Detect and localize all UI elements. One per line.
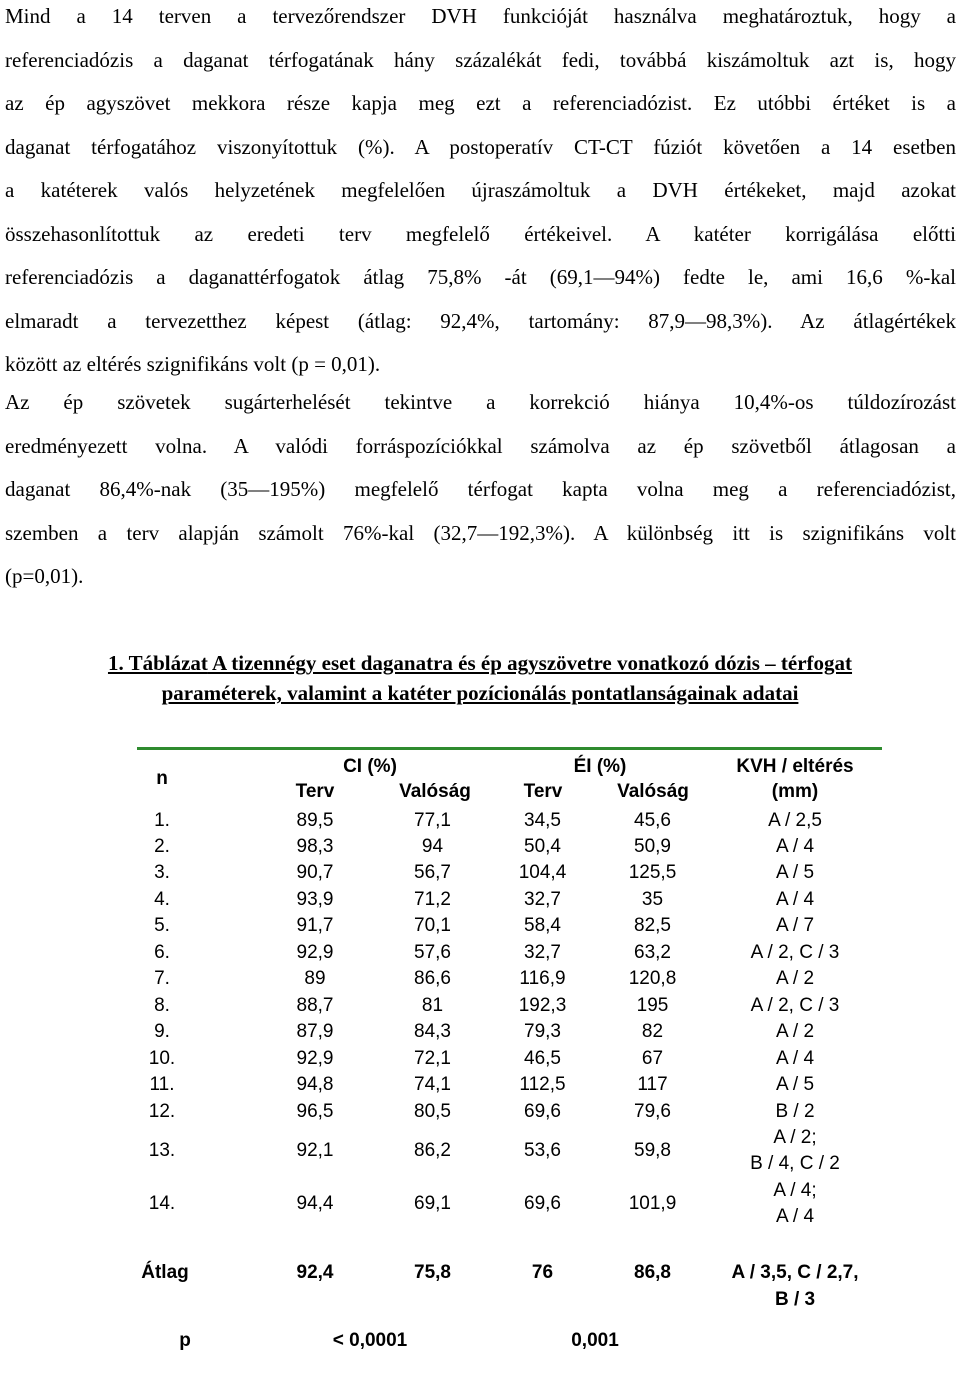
table-cell-ci-terv: 94,8 [296, 1074, 334, 1095]
table-cell-kvh: A / 2,5 [768, 810, 822, 831]
table-cell-ci-val: 74,1 [414, 1074, 451, 1095]
header-ei-terv: Terv [523, 781, 563, 802]
table-cell-ci-val: 70,1 [414, 915, 451, 936]
table-cell-ei-terv: 53,6 [524, 1140, 561, 1161]
table-cell-kvh: A / 7 [775, 915, 815, 936]
header-ci: CI (%) [343, 756, 397, 777]
table-cell-n: 14. [148, 1193, 176, 1214]
table-cell-kvh: B / 4, C / 2 [750, 1153, 840, 1174]
paragraph-1-line: elmaradt a tervezetthez képest (átlag: 92,4%, tartomány: 87,9—98,3%). Az átlagértékek [5, 308, 956, 333]
header-ei: ÉI (%) [573, 756, 627, 777]
table-cell-ci-terv: 89 [304, 968, 326, 989]
table-cell-ci-terv: 89,5 [296, 810, 334, 831]
table-cell-n: 1. [154, 810, 170, 831]
caption-table-number: 1. Táblázat [107, 651, 208, 675]
table-cell-ci-val: 94 [421, 836, 444, 857]
table-cell-ci-terv: 92,1 [296, 1140, 334, 1161]
table-cell-kvh: A / 2, C / 3 [750, 995, 840, 1016]
table-cell-ei-terv: 34,5 [524, 810, 561, 831]
table-cell-ci-val: 80,5 [414, 1101, 451, 1122]
table-cell-ei-val: 63,2 [634, 942, 671, 963]
table-cell-n: 11. [149, 1074, 175, 1095]
average-kvh: A / 3,5, C / 2,7, [731, 1262, 859, 1283]
table-cell-ci-val: 77,1 [414, 810, 451, 831]
table-cell-ei-terv: 32,7 [524, 889, 561, 910]
p-value-ci: < 0,0001 [332, 1330, 408, 1351]
table-cell-ei-val: 45,6 [634, 810, 671, 831]
table-cell-n: 2. [154, 836, 170, 857]
table-cell-ei-terv: 46,5 [524, 1048, 561, 1069]
table-cell-ci-val: 84,3 [414, 1021, 451, 1042]
table-cell-ei-val: 67 [641, 1048, 664, 1069]
paragraph-1-line: daganat térfogatához viszonyítottuk (%). A postoperatív CT-CT fúziót követően a 14 esetben [5, 134, 956, 159]
table-cell-ei-val: 50,9 [634, 836, 671, 857]
table-cell-ci-terv: 92,9 [296, 942, 334, 963]
p-label: p [179, 1330, 191, 1351]
table-cell-ei-terv: 79,3 [524, 1021, 561, 1042]
table-cell-kvh: A / 5 [775, 862, 815, 883]
table-cell-ei-val: 101,9 [628, 1193, 677, 1214]
table-cell-ei-terv: 112,5 [519, 1074, 566, 1095]
table-cell-ei-terv: 50,4 [524, 836, 561, 857]
table-cell-ci-terv: 92,9 [296, 1048, 334, 1069]
table-cell-kvh: A / 2, C / 3 [750, 942, 840, 963]
paragraph-1-line: referenciadózis a daganattérfogatok átlag 75,8% -át (69,1—94%) fedte le, ami 16,6 %-kal [5, 265, 956, 289]
header-kvh-unit: (mm) [771, 781, 819, 802]
average-ci-valosag: 75,8 [414, 1262, 451, 1283]
table-cell-ei-val: 120,8 [628, 968, 677, 989]
paragraph-2-line: (p=0,01). [5, 564, 84, 588]
table-cell-n: 5. [154, 915, 170, 936]
table-cell-ei-terv: 192,3 [518, 995, 567, 1016]
table-cell-ci-val: 56,7 [414, 862, 451, 883]
table-cell-ei-val: 82,5 [634, 915, 671, 936]
paragraph-2-line: Az ép szövetek sugárterhelését tekintve a korrekció hiánya 10,4%-os túldozírozást [5, 390, 956, 414]
table-cell-ci-terv: 91,7 [296, 915, 334, 936]
table-cell-ci-val: 69,1 [414, 1193, 451, 1214]
table-cell-ci-terv: 96,5 [296, 1101, 334, 1122]
table-cell-ci-val: 72,1 [414, 1048, 451, 1069]
table-cell-ci-val: 81 [421, 995, 444, 1016]
table-cell-kvh: A / 4; [773, 1180, 817, 1201]
average-kvh: B / 3 [774, 1289, 816, 1310]
table-cell-ei-val: 195 [636, 995, 669, 1016]
table-cell-kvh: A / 4 [775, 1048, 815, 1069]
table-cell-ci-terv: 94,4 [296, 1193, 334, 1214]
table-cell-kvh: A / 2 [775, 968, 815, 989]
paragraph-2-line: daganat 86,4%-nak (35—195%) megfelelő térfogat kapta volna meg a referenciadózist, [5, 477, 956, 501]
p-value-ei: 0,001 [571, 1330, 619, 1351]
table-cell-n: 4. [154, 889, 170, 910]
header-n: n [156, 768, 168, 789]
table-cell-n: 7. [154, 968, 170, 989]
table-cell-ci-val: 71,2 [414, 889, 451, 910]
table-cell-ei-val: 82 [641, 1021, 664, 1042]
table-cell-ci-terv: 98,3 [296, 836, 334, 857]
table-cell-kvh: A / 4 [775, 836, 815, 857]
table-cell-ei-val: 117 [637, 1074, 668, 1095]
header-kvh: KVH / eltérés [736, 756, 854, 777]
average-ci-terv: 92,4 [296, 1262, 334, 1283]
header-ci-terv: Terv [295, 781, 335, 802]
table-cell-ci-terv: 93,9 [296, 889, 334, 910]
average-label: Átlag [141, 1262, 189, 1283]
table-cell-n: 10. [148, 1048, 176, 1069]
table-cell-ei-terv: 104,4 [518, 862, 567, 883]
table-cell-kvh: A / 4 [775, 1206, 815, 1227]
table-cell-n: 12. [148, 1101, 176, 1122]
table-cell-n: 13. [148, 1140, 176, 1161]
average-ei-terv: 76 [531, 1262, 554, 1283]
table-cell-ci-val: 86,2 [414, 1140, 451, 1161]
table-cell-ei-terv: 32,7 [524, 942, 561, 963]
table-cell-kvh: A / 4 [775, 889, 815, 910]
table-cell-n: 3. [154, 862, 170, 883]
header-ci-valosag: Valóság [399, 781, 471, 802]
table-cell-ci-terv: 87,9 [296, 1021, 334, 1042]
table-cell-n: 8. [154, 995, 170, 1016]
caption-line-2: paraméterek, valamint a katéter pozícionálás pontatlanságainak adatai [161, 681, 799, 705]
table-cell-ei-val: 35 [641, 889, 664, 910]
header-ei-valosag: Valóság [617, 781, 689, 802]
paragraph-1-line: a katéterek valós helyzetének megfelelően újraszámoltuk a DVH értékeket, majd azokat [5, 178, 956, 202]
paragraph-1-line: összehasonlítottuk az eredeti terv megfelelő értékeivel. A katéter korrigálása előtti [5, 221, 956, 246]
caption-title-part-1: A tizennégy eset daganatra és ép agyszövetre vonatkozó dózis – térfogat [207, 651, 853, 675]
table-cell-ci-terv: 90,7 [296, 862, 334, 883]
paragraph-2-line: eredményezett volna. A valódi forráspozíciókkal számolva az ép szövetből átlagosan a [5, 433, 956, 458]
paragraph-1-line: között az eltérés szignifikáns volt (p = 0,01). [5, 352, 381, 376]
table-cell-ei-terv: 58,4 [524, 915, 561, 936]
table-cell-ci-terv: 88,7 [296, 995, 334, 1016]
table-cell-ei-terv: 116,9 [519, 968, 566, 989]
table-cell-ci-val: 86,6 [414, 968, 451, 989]
table-cell-ei-terv: 69,6 [524, 1101, 561, 1122]
table-cell-kvh: A / 5 [775, 1074, 815, 1095]
paragraph-1-line: referenciadózis a daganat térfogatának hány százalékát fedi, továbbá kiszámoltuk azt is, hogy [5, 47, 956, 72]
paragraph-2-line: szemben a terv alapján számolt 76%-kal (32,7—192,3%). A különbség itt is szignifikáns volt [5, 520, 956, 545]
table-cell-ci-val: 57,6 [414, 942, 451, 963]
average-ei-valosag: 86,8 [634, 1262, 671, 1283]
table-cell-n: 9. [154, 1021, 170, 1042]
table-cell-ei-val: 79,6 [634, 1101, 671, 1122]
table-cell-ei-val: 59,8 [634, 1140, 671, 1161]
table-cell-kvh: A / 2 [775, 1021, 815, 1042]
table-cell-n: 6. [154, 942, 170, 963]
paragraph-1-line: az ép agyszövet mekkora része kapja meg ezt a referenciadózist. Ez utóbbi értéket is a [5, 91, 956, 115]
paragraph-1-line: Mind a 14 terven a tervezőrendszer DVH funkcióját használva meghatároztuk, hogy a [5, 4, 956, 28]
table-cell-kvh: B / 2 [775, 1101, 815, 1122]
table-cell-ei-terv: 69,6 [524, 1193, 561, 1214]
table-cell-kvh: A / 2; [773, 1127, 817, 1148]
table-cell-ei-val: 125,5 [628, 862, 677, 883]
